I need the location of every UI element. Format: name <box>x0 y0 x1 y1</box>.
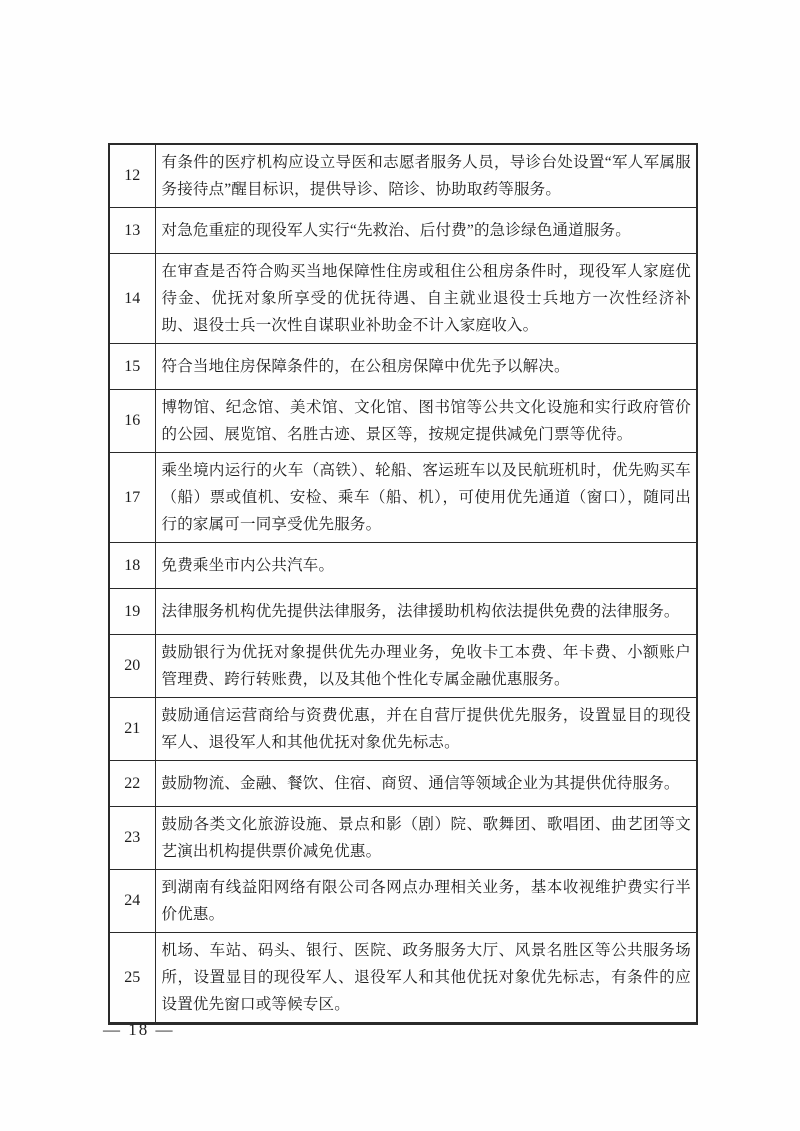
row-text: 到湖南有线益阳网络有限公司各网点办理相关业务，基本收视维护费实行半价优惠。 <box>155 870 697 933</box>
row-text: 乘坐境内运行的火车（高铁）、轮船、客运班车以及民航班机时，优先购买车（船）票或值机、安检、乘车（船、机），可使用优先通道（窗口），随同出行的家属可一同享受优先服务。 <box>155 453 697 543</box>
table-row <box>109 543 697 589</box>
row-number: 13 <box>109 208 155 254</box>
table-row <box>109 635 697 698</box>
row-text: 鼓励银行为优抚对象提供优先办理业务，免收卡工本费、年卡费、小额账户管理费、跨行转账费，以及其他个性化专属金融优惠服务。 <box>155 635 697 698</box>
row-text: 符合当地住房保障条件的，在公租房保障中优先予以解决。 <box>155 344 697 390</box>
row-number: 12 <box>109 144 155 208</box>
row-number: 24 <box>109 870 155 933</box>
row-text: 博物馆、纪念馆、美术馆、文化馆、图书馆等公共文化设施和实行政府管价的公园、展览馆、名胜古迹、景区等，按规定提供减免门票等优待。 <box>155 390 697 453</box>
table-row <box>109 390 697 453</box>
row-number: 16 <box>109 390 155 453</box>
row-number: 17 <box>109 453 155 543</box>
row-text: 有条件的医疗机构应设立导医和志愿者服务人员，导诊台处设置“军人军属服务接待点”醒目标识，提供导诊、陪诊、协助取药等服务。 <box>155 144 697 208</box>
table-row <box>109 933 697 1024</box>
table-row <box>109 698 697 761</box>
row-text: 在审查是否符合购买当地保障性住房或租住公租房条件时，现役军人家庭优待金、优抚对象所享受的优抚待遇、自主就业退役士兵地方一次性经济补助、退役士兵一次性自谋职业补助金不计入家庭收入。 <box>155 254 697 344</box>
row-number: 18 <box>109 543 155 589</box>
row-text: 法律服务机构优先提供法律服务，法律援助机构依法提供免费的法律服务。 <box>155 589 697 635</box>
row-text: 对急危重症的现役军人实行“先救治、后付费”的急诊绿色通道服务。 <box>155 208 697 254</box>
table-row <box>109 344 697 390</box>
benefits-table <box>108 143 698 1025</box>
table-row <box>109 761 697 807</box>
table-row <box>109 144 697 208</box>
row-number: 21 <box>109 698 155 761</box>
page-number: — 18 — <box>103 1020 175 1039</box>
table-row <box>109 453 697 543</box>
table-row <box>109 254 697 344</box>
row-text: 鼓励物流、金融、餐饮、住宿、商贸、通信等领域企业为其提供优待服务。 <box>155 761 697 807</box>
row-text: 鼓励各类文化旅游设施、景点和影（剧）院、歌舞团、歌唱团、曲艺团等文艺演出机构提供票价减免优惠。 <box>155 807 697 870</box>
row-number: 15 <box>109 344 155 390</box>
row-text: 免费乘坐市内公共汽车。 <box>155 543 697 589</box>
row-number: 14 <box>109 254 155 344</box>
row-text: 机场、车站、码头、银行、医院、政务服务大厅、风景名胜区等公共服务场所，设置显目的现役军人、退役军人和其他优抚对象优先标志，有条件的应设置优先窗口或等候专区。 <box>155 933 697 1024</box>
table-row <box>109 870 697 933</box>
row-text: 鼓励通信运营商给与资费优惠，并在自营厅提供优先服务，设置显目的现役军人、退役军人和其他优抚对象优先标志。 <box>155 698 697 761</box>
row-number: 19 <box>109 589 155 635</box>
table-row <box>109 208 697 254</box>
table-row <box>109 807 697 870</box>
table-row <box>109 589 697 635</box>
row-number: 25 <box>109 933 155 1024</box>
row-number: 23 <box>109 807 155 870</box>
row-number: 20 <box>109 635 155 698</box>
row-number: 22 <box>109 761 155 807</box>
